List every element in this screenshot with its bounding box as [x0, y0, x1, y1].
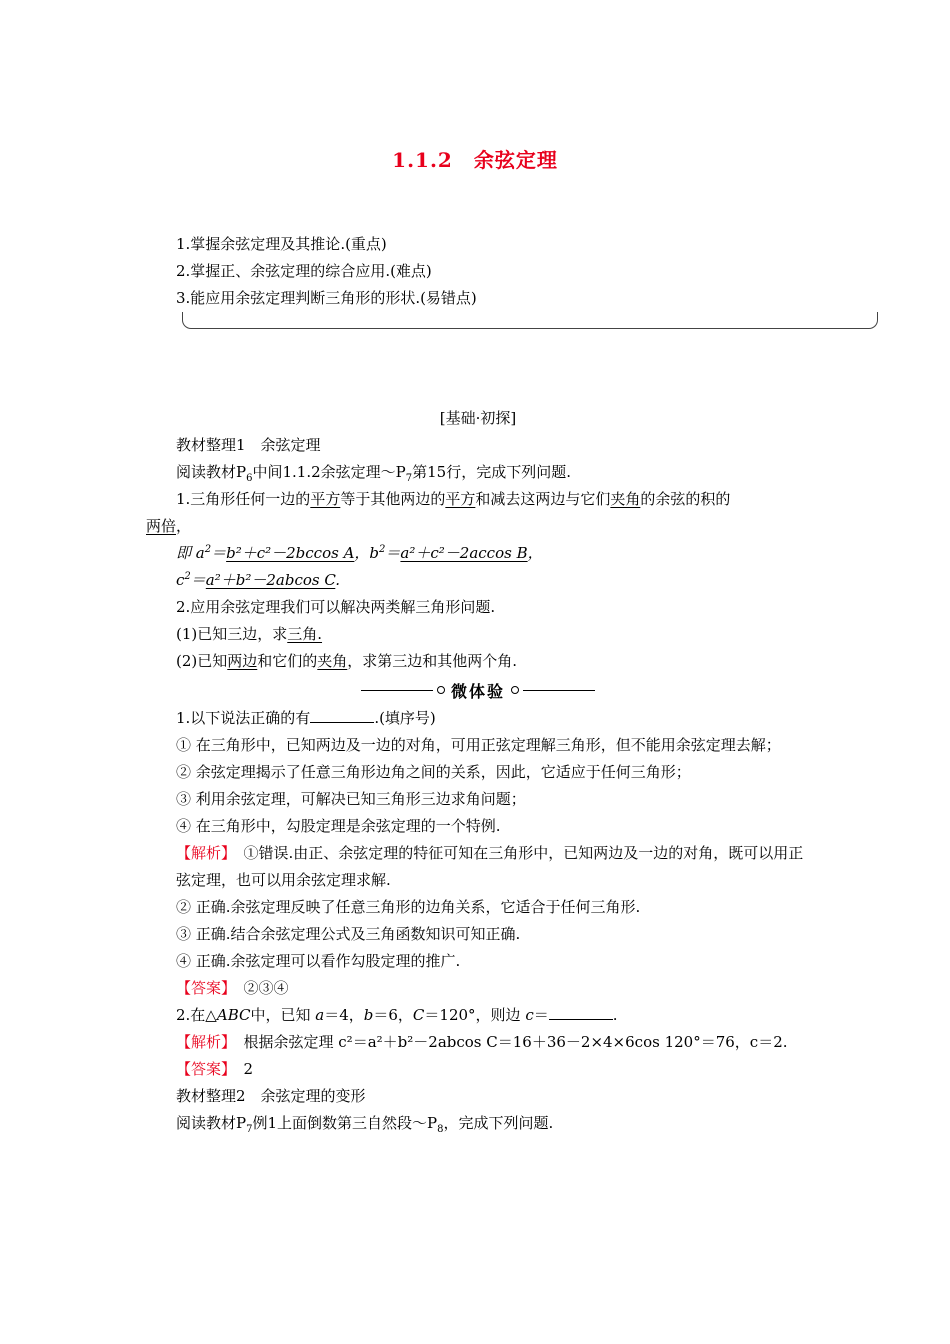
q1-option-4: ④ 在三角形中，勾股定理是余弦定理的一个特例. — [176, 817, 501, 835]
weitiyan-label: 微体验 — [450, 681, 505, 701]
q1-option-2: ② 余弦定理揭示了任意三角形边角之间的关系，因此，它适应于任何三角形； — [176, 763, 691, 781]
application-1: (1)已知三边，求三角. — [176, 625, 323, 643]
formula-line-1: 即 $a^2=b^2+c^2-2bccos$ A，$b^2=a^2+c^2-2accos$ B， — [176, 544, 543, 562]
goal-item: 2.掌握正、余弦定理的综合应用.(难点) — [176, 262, 432, 280]
goal-item: 3.能应用余弦定理判断三角形的形状.(易错点) — [176, 289, 477, 307]
divider-dot-icon — [511, 686, 519, 694]
application-intro: 2.应用余弦定理我们可以解决两类解三角形问题. — [176, 598, 496, 616]
q1-analysis-3: ③ 正确.结合余弦定理公式及三角函数知识可知正确. — [176, 925, 521, 943]
weitiyan-divider — [146, 675, 810, 705]
answer-label: 【答案】 — [176, 1060, 229, 1078]
answer-label: 【答案】 — [176, 979, 229, 997]
q1-analysis: 【解析】 ①错误.由正、余弦定理的特征可知在三角形中，已知两边及一边的对角，既可以用正弦定理，也可以用余弦定理求解. — [176, 844, 804, 889]
answer-blank — [549, 1005, 613, 1020]
analysis-label: 【解析】 — [176, 1033, 229, 1051]
theorem-statement-cont: 两倍， — [146, 517, 192, 535]
topic1-reading: 阅读教材$P_6$中间1.1.2余弦定理$\sim P_7$第15行，完成下列问题. — [176, 463, 571, 484]
topic1-heading: 教材整理1 余弦定理 — [176, 436, 321, 454]
q1-answer: 【答案】 ②③④ — [176, 979, 289, 997]
q1-option-1: ① 在三角形中，已知两边及一边的对角，可用正弦定理解三角形，但不能用余弦定理去解； — [176, 736, 781, 754]
goals-bracket — [182, 312, 878, 329]
topic2-reading: 阅读教材$P_7$例1上面倒数第三自然段$\sim P_8$，完成下列问题. — [176, 1114, 554, 1135]
section-header: [基础·初探] — [439, 409, 517, 427]
divider-dot-icon — [437, 686, 445, 694]
application-2: (2)已知两边和它们的夹角，求第三边和其他两个角. — [176, 652, 518, 670]
q2-stem: 2.在△ABC中，已知 a＝4，b＝6，C＝120°，则边 c＝ . — [176, 1006, 618, 1024]
q1-analysis-2: ② 正确.余弦定理反映了任意三角形的边角关系，它适合于任何三角形. — [176, 898, 641, 916]
topic2-heading: 教材整理2 余弦定理的变形 — [176, 1087, 366, 1105]
q1-analysis-4: ④ 正确.余弦定理可以看作勾股定理的推广. — [176, 952, 461, 970]
q2-analysis: 【解析】 根据余弦定理 c²＝a²＋b²－2abcos C＝16＋36－2×4×6cos 120°＝76，c＝2. — [176, 1033, 788, 1051]
divider-line-left — [361, 690, 433, 691]
answer-blank — [310, 708, 374, 723]
main-content — [146, 405, 810, 1137]
formula-line-2: $c^2=a^2+b^2-2abcos$ C. — [176, 571, 341, 589]
goal-item: 1.掌握余弦定理及其推论.(重点) — [176, 235, 387, 253]
divider-line-right — [523, 690, 595, 691]
theorem-statement: 1.三角形任何一边的平方等于其他两边的平方和减去这两边与它们夹角的余弦的积的 — [176, 490, 731, 508]
learning-goals — [176, 231, 876, 312]
page-title: 1.1.2 余弦定理 — [392, 148, 558, 172]
analysis-label: 【解析】 — [176, 844, 229, 862]
q1-stem: 1.以下说法正确的有 .(填序号) — [176, 709, 436, 727]
q1-option-3: ③ 利用余弦定理，可解决已知三角形三边求角问题； — [176, 790, 526, 808]
q2-answer: 【答案】 2 — [176, 1060, 254, 1078]
